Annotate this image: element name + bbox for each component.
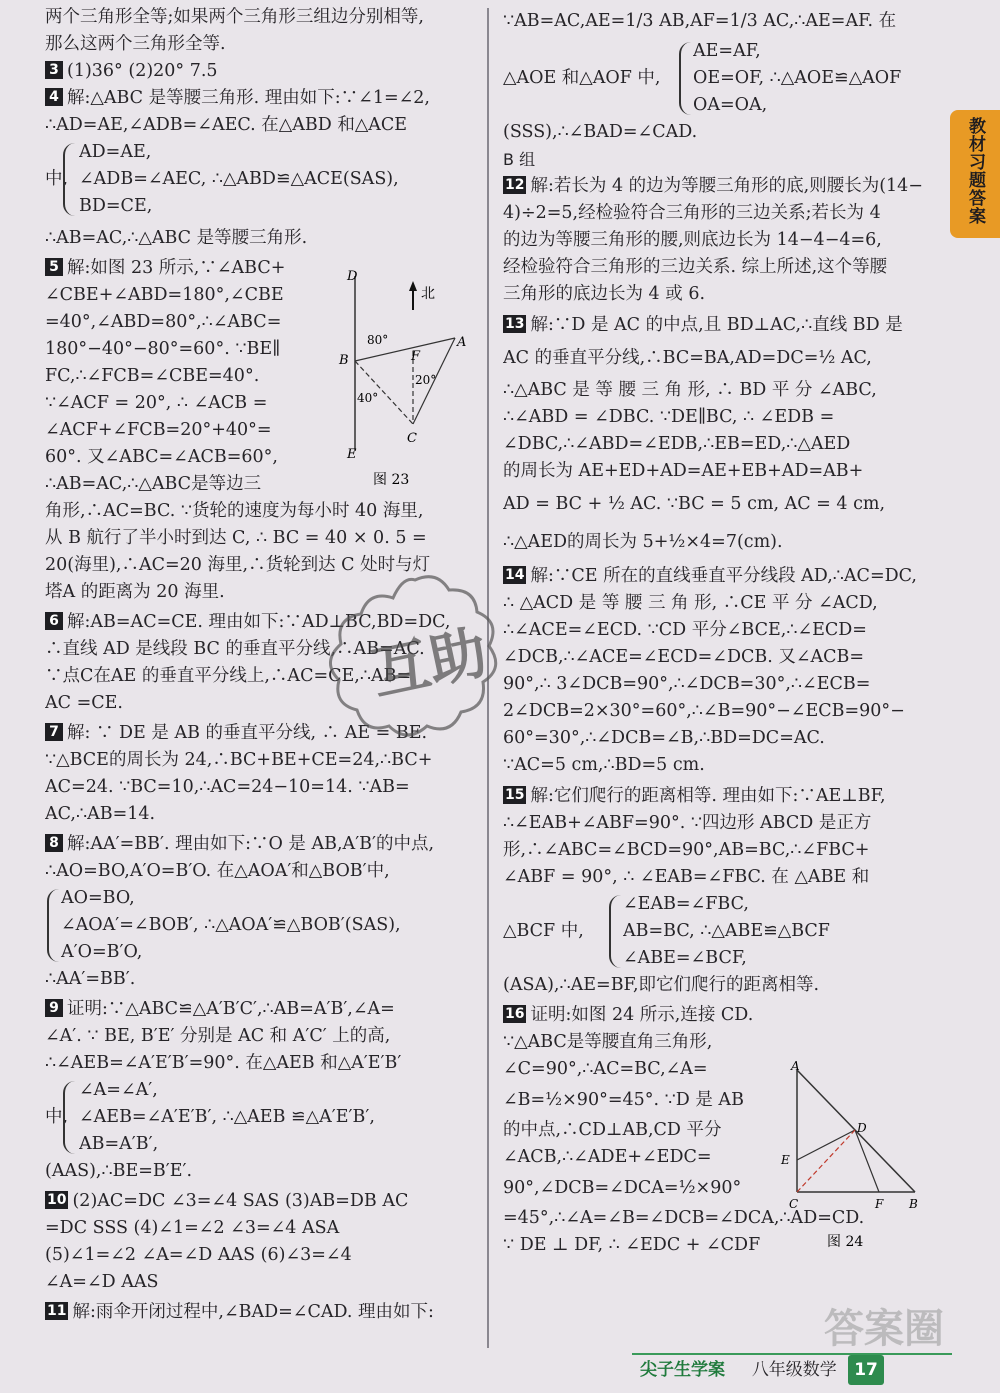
north-label: 北 xyxy=(421,286,435,302)
equation-system xyxy=(45,139,469,220)
text-line: =45°,∴∠A=∠B=∠DCB=∠DCA,∴AD=CD. xyxy=(503,1208,865,1228)
equation-system xyxy=(503,891,935,972)
text-line: ∴△ABC 是 等 腰 三 角 形, ∴ BD 平 分 ∠ABC, xyxy=(503,380,877,400)
text-line: AC,∴AB=14. xyxy=(45,804,156,824)
point-B-label: B xyxy=(909,1197,918,1211)
point-C-label: C xyxy=(407,431,417,446)
point-F-label: F xyxy=(411,349,421,364)
question-13 xyxy=(503,312,935,339)
text-line: (AAS),∴BE=B′E′. xyxy=(45,1161,193,1181)
question-4 xyxy=(45,85,469,112)
equation-system xyxy=(45,885,469,966)
point-A-label: A xyxy=(791,1060,800,1073)
text-line: 60°. 又∠ABC=∠ACB=60°, xyxy=(45,447,278,467)
brace-line: AE=AF, xyxy=(693,41,761,61)
text-line: ∵ DE ⊥ DF, ∴ ∠EDC + ∠CDF xyxy=(503,1235,761,1255)
brace-line: BD=CE, xyxy=(79,196,153,216)
brace-prefix: 中, xyxy=(45,169,69,189)
text-line: (5)∠1=∠2 ∠A=∠D AAS (6)∠3=∠4 xyxy=(45,1245,352,1265)
text-line: ∠A′. ∵ BE, B′E′ 分别是 AC 和 A′C′ 上的高, xyxy=(45,1026,391,1046)
question-number: 7 xyxy=(45,723,63,741)
question-number: 13 xyxy=(505,316,525,332)
question-9 xyxy=(45,996,469,1023)
section-tab xyxy=(950,110,1000,238)
text-line: 180°−40°−80°=60°. ∵BE∥ xyxy=(45,339,281,359)
answer-text: 解:它们爬行的距离相等. 理由如下:∵AE⊥BF, xyxy=(530,786,886,806)
text-line: ∵△BCE的周长为 24,∴BC+BE+CE=24,∴BC+ xyxy=(45,750,433,770)
page-footer xyxy=(640,1355,940,1385)
answer-text: 解:若长为 4 的边为等腰三角形的底,则腰长为(14− xyxy=(530,176,923,196)
question-number: 16 xyxy=(505,1006,525,1022)
answer-text: 解:AB=AC=CE. 理由如下:∵AD⊥BC,BD=DC, xyxy=(67,612,451,632)
question-number: 3 xyxy=(45,61,63,79)
text-line: ∴AD=AE,∠ADB=∠AEC. 在△ABD 和△ACE xyxy=(45,115,408,135)
point-E-label: E xyxy=(781,1153,790,1167)
brace-line: AB=A′B′, xyxy=(79,1134,159,1154)
question-14 xyxy=(503,563,935,590)
point-E-label: E xyxy=(347,447,357,462)
stamp-text: 互助 xyxy=(365,617,494,709)
question-12 xyxy=(503,173,935,200)
text-line: (SSS),∴∠BAD=∠CAD. xyxy=(503,122,698,142)
text-line: ∵△ABC是等腰直角三角形, xyxy=(503,1032,713,1052)
text-line: 20(海里),∴AC=20 海里,∴货轮到达 C 处时与灯 xyxy=(45,555,431,575)
point-F-label: F xyxy=(875,1197,884,1211)
question-15 xyxy=(503,783,935,810)
text-line: AC =CE. xyxy=(45,693,123,713)
text-line: 的边为等腰三角形的腰,则底边长为 14−4−4=6, xyxy=(503,230,882,250)
answer-text: 证明:如图 24 所示,连接 CD. xyxy=(530,1005,754,1025)
text-line: (ASA),∴AE=BF,即它们爬行的距离相等. xyxy=(503,975,820,995)
question-number: 12 xyxy=(505,177,525,193)
text-line: ∴∠ABD = ∠DBC. ∵DE∥BC, ∴ ∠EDB = xyxy=(503,407,835,427)
footer-grade: 八年级数学 xyxy=(751,1360,837,1380)
text-line: ∴直线 AD 是线段 BC 的垂直平分线,∴AB=AC. xyxy=(45,639,425,659)
text-line: 塔A 的距离为 20 海里. xyxy=(45,582,225,602)
text-line: ∴AB=AC,∴△ABC 是等腰三角形. xyxy=(45,228,308,248)
brace-line: ∠AOA′=∠BOB′, ∴△AOA′≌△BOB′(SAS), xyxy=(61,915,401,935)
text-line: ∠ACB,∴∠ADE+∠EDC= xyxy=(503,1147,712,1167)
text-line: AC 的垂直平分线,∴BC=BA,AD=DC=½ AC, xyxy=(503,348,872,368)
answer-text: 解:∵CE 所在的直线垂直平分线段 AD,∴AC=DC, xyxy=(530,566,917,586)
footer-rule xyxy=(632,1353,952,1355)
text-line: 三角形的底边长为 4 或 6. xyxy=(503,284,706,304)
brace xyxy=(679,42,691,115)
question-16 xyxy=(503,1002,935,1029)
text-line: ∠DBC,∴∠ABD=∠EDB,∴EB=ED,∴△AED xyxy=(503,434,851,454)
brace-line: ∠EAB=∠FBC, xyxy=(623,894,749,914)
text-line: ∵点C在AE 的垂直平分线上,∴AC=CE,∴AB= xyxy=(45,666,412,686)
brace-line: AB=BC, ∴△ABE≌△BCF xyxy=(623,921,830,941)
brace xyxy=(47,889,59,962)
brace-line: OA=OA, xyxy=(693,95,768,115)
question-number: 9 xyxy=(45,999,63,1017)
brace xyxy=(609,895,621,968)
text-line: ∴AO=BO,A′O=B′O. 在△AOA′和△BOB′中, xyxy=(45,861,390,881)
question-number: 14 xyxy=(505,567,525,583)
text-line: 经检验符合三角形的三边关系. 综上所述,这个等腰 xyxy=(503,257,888,277)
figure-caption: 图 24 xyxy=(827,1234,864,1250)
text-line: 90°,∴ 3∠DCB=90°,∴∠DCB=30°,∴∠ECB= xyxy=(503,674,871,694)
text-line: ∴∠ACE=∠ECD. ∵CD 平分∠BCE,∴∠ECD= xyxy=(503,620,867,640)
figure-23 xyxy=(325,266,475,496)
answer-text: 解:△ABC 是等腰三角形. 理由如下:∵∠1=∠2, xyxy=(67,88,430,108)
point-D-label: D xyxy=(347,269,358,284)
text-line: AD = BC + ½ AC. ∵BC = 5 cm, AC = 4 cm, xyxy=(503,494,886,514)
equation-system xyxy=(503,38,935,119)
text-line: ∠CBE+∠ABD=180°,∠CBE xyxy=(45,285,284,305)
stamp-logo xyxy=(300,568,530,768)
text-line: 的周长为 AE+ED+AD=AE+EB+AD=AB+ xyxy=(503,461,864,481)
text-line: ∠ABF = 90°, ∴ ∠EAB=∠FBC. 在 △ABE 和 xyxy=(503,867,870,887)
question-number: 8 xyxy=(45,834,63,852)
question-number: 11 xyxy=(47,1303,67,1319)
question-8 xyxy=(45,831,469,858)
brace xyxy=(63,143,75,216)
text-line: 2∠DCB=2×30°=60°,∴∠B=90°−∠ECB=90°− xyxy=(503,701,905,721)
text-line: AC=24. ∵BC=10,∴AC=24−10=14. ∵AB= xyxy=(45,777,410,797)
text-line: FC,∴∠FCB=∠CBE=40°. xyxy=(45,366,260,386)
text-line: ∠C=90°,∴AC=BC,∠A= xyxy=(503,1059,708,1079)
brace-line: AD=AE, xyxy=(79,142,152,162)
point-A-label: A xyxy=(457,335,467,350)
point-D-label: D xyxy=(857,1121,867,1135)
figure-caption: 图 23 xyxy=(373,472,410,488)
angle-20-label: 20° xyxy=(415,373,437,387)
text-line: 的中点,∴CD⊥AB,CD 平分 xyxy=(503,1120,722,1140)
text-line: 60°=30°,∴∠DCB=∠B,∴BD=DC=AC. xyxy=(503,728,825,748)
question-10 xyxy=(45,1188,469,1215)
text-line: ∵AB=AC,AE=1/3 AB,AF=1/3 AC,∴AE=AF. 在 xyxy=(503,11,897,31)
text-line: ∴ △ACD 是 等 腰 三 角 形, ∴CE 平 分 ∠ACD, xyxy=(503,593,878,613)
text-line: ∠A=∠D AAS xyxy=(45,1272,159,1292)
question-number: 5 xyxy=(45,258,63,276)
answer-text: (2)AC=DC ∠3=∠4 SAS (3)AB=DB AC xyxy=(72,1191,409,1211)
point-B-label: B xyxy=(339,353,349,368)
brace-line: A′O=B′O, xyxy=(61,942,143,962)
text-line: 形,∴∠ABC=∠BCD=90°,AB=BC,∴∠FBC+ xyxy=(503,840,870,860)
text-line: =DC SSS (4)∠1=∠2 ∠3=∠4 ASA xyxy=(45,1218,340,1238)
brace xyxy=(63,1081,75,1154)
equation-system xyxy=(45,1077,469,1158)
text-line: 那么这两个三角形全等. xyxy=(45,34,226,54)
text-line: 90°,∠DCB=∠DCA=½×90° xyxy=(503,1178,742,1198)
brace-prefix: △BCF 中, xyxy=(503,921,584,941)
text-line: ∵AC=5 cm,∴BD=5 cm. xyxy=(503,755,705,775)
text-line: ∠B=½×90°=45°. ∵D 是 AB xyxy=(503,1090,744,1110)
answer-text: 解:如图 23 所示,∵∠ABC+ xyxy=(67,258,286,278)
text-line: 角形,∴AC=BC. ∵货轮的速度为每小时 40 海里, xyxy=(45,501,424,521)
page-number: 17 xyxy=(848,1355,884,1385)
brace-line: OE=OF, ∴△AOE≌△AOF xyxy=(693,68,902,88)
text-line: ∴∠EAB+∠ABF=90°. ∵四边形 ABCD 是正方 xyxy=(503,813,872,833)
watermark-text: 答案圈 xyxy=(824,1306,944,1352)
question-3 xyxy=(45,58,469,85)
text-line: =40°,∠ABD=80°,∴∠ABC= xyxy=(45,312,282,332)
question-number: 4 xyxy=(45,88,63,106)
text-line: 从 B 航行了半小时到达 C, ∴ BC = 40 × 0. 5 = xyxy=(45,528,427,548)
text-line: 两个三角形全等;如果两个三角形三组边分别相等, xyxy=(45,7,424,27)
answer-text: 解: ∵ DE 是 AB 的垂直平分线, ∴ AE = BE. xyxy=(67,723,428,743)
brace-line: ∠ABE=∠BCF, xyxy=(623,948,747,968)
angle-40-label: 40° xyxy=(357,391,379,405)
section-tab-label: 教材习题答案 xyxy=(965,117,985,225)
answer-text: 解:∵D 是 AC 的中点,且 BD⊥AC,∴直线 BD 是 xyxy=(530,315,903,335)
text-line: ∠DCB,∴∠ACE=∠ECD=∠DCB. 又∠ACB= xyxy=(503,647,865,667)
text-line: ∴∠AEB=∠A′E′B′=90°. 在△AEB 和△A′E′B′ xyxy=(45,1053,402,1073)
question-number: 6 xyxy=(45,612,63,630)
brace-prefix: 中, xyxy=(45,1107,69,1127)
text-line: ∠ACF+∠FCB=20°+40°= xyxy=(45,420,272,440)
question-number: 15 xyxy=(505,787,525,803)
answer-text: 解:雨伞开闭过程中,∠BAD=∠CAD. 理由如下: xyxy=(72,1302,434,1322)
footer-brand: 尖子生学案 xyxy=(640,1360,725,1380)
group-b-heading: B 组 xyxy=(503,150,536,169)
question-number: 10 xyxy=(47,1192,67,1208)
figure-24 xyxy=(775,1060,925,1260)
brace-line: ∠A=∠A′, xyxy=(79,1080,158,1100)
text-line: 4)÷2=5,经检验符合三角形的三边关系;若长为 4 xyxy=(503,203,881,223)
answer-text: 解:AA′=BB′. 理由如下:∵O 是 AB,A′B′的中点, xyxy=(67,834,435,854)
answer-text: 证明:∵△ABC≌△A′B′C′,∴AB=A′B′,∠A= xyxy=(67,999,395,1019)
brace-line: ∠AEB=∠A′E′B′, ∴△AEB ≌△A′E′B′, xyxy=(79,1107,375,1127)
text-line: ∴△AED的周长为 5+½×4=7(cm). xyxy=(503,532,783,552)
brace-prefix: △AOE 和△AOF 中, xyxy=(503,68,661,88)
question-11 xyxy=(45,1299,469,1326)
point-C-label: C xyxy=(789,1197,799,1211)
text-line: ∴AA′=BB′. xyxy=(45,969,136,989)
text-line: ∵∠ACF = 20°, ∴ ∠ACB = xyxy=(45,393,268,413)
angle-80-label: 80° xyxy=(367,333,389,347)
text-line: ∴AB=AC,∴△ABC是等边三 xyxy=(45,474,262,494)
brace-line: ∠ADB=∠AEC, ∴△ABD≌△ACE(SAS), xyxy=(79,169,399,189)
answer-text: (1)36° (2)20° 7.5 xyxy=(67,61,218,81)
brace-line: AO=BO, xyxy=(61,888,135,908)
